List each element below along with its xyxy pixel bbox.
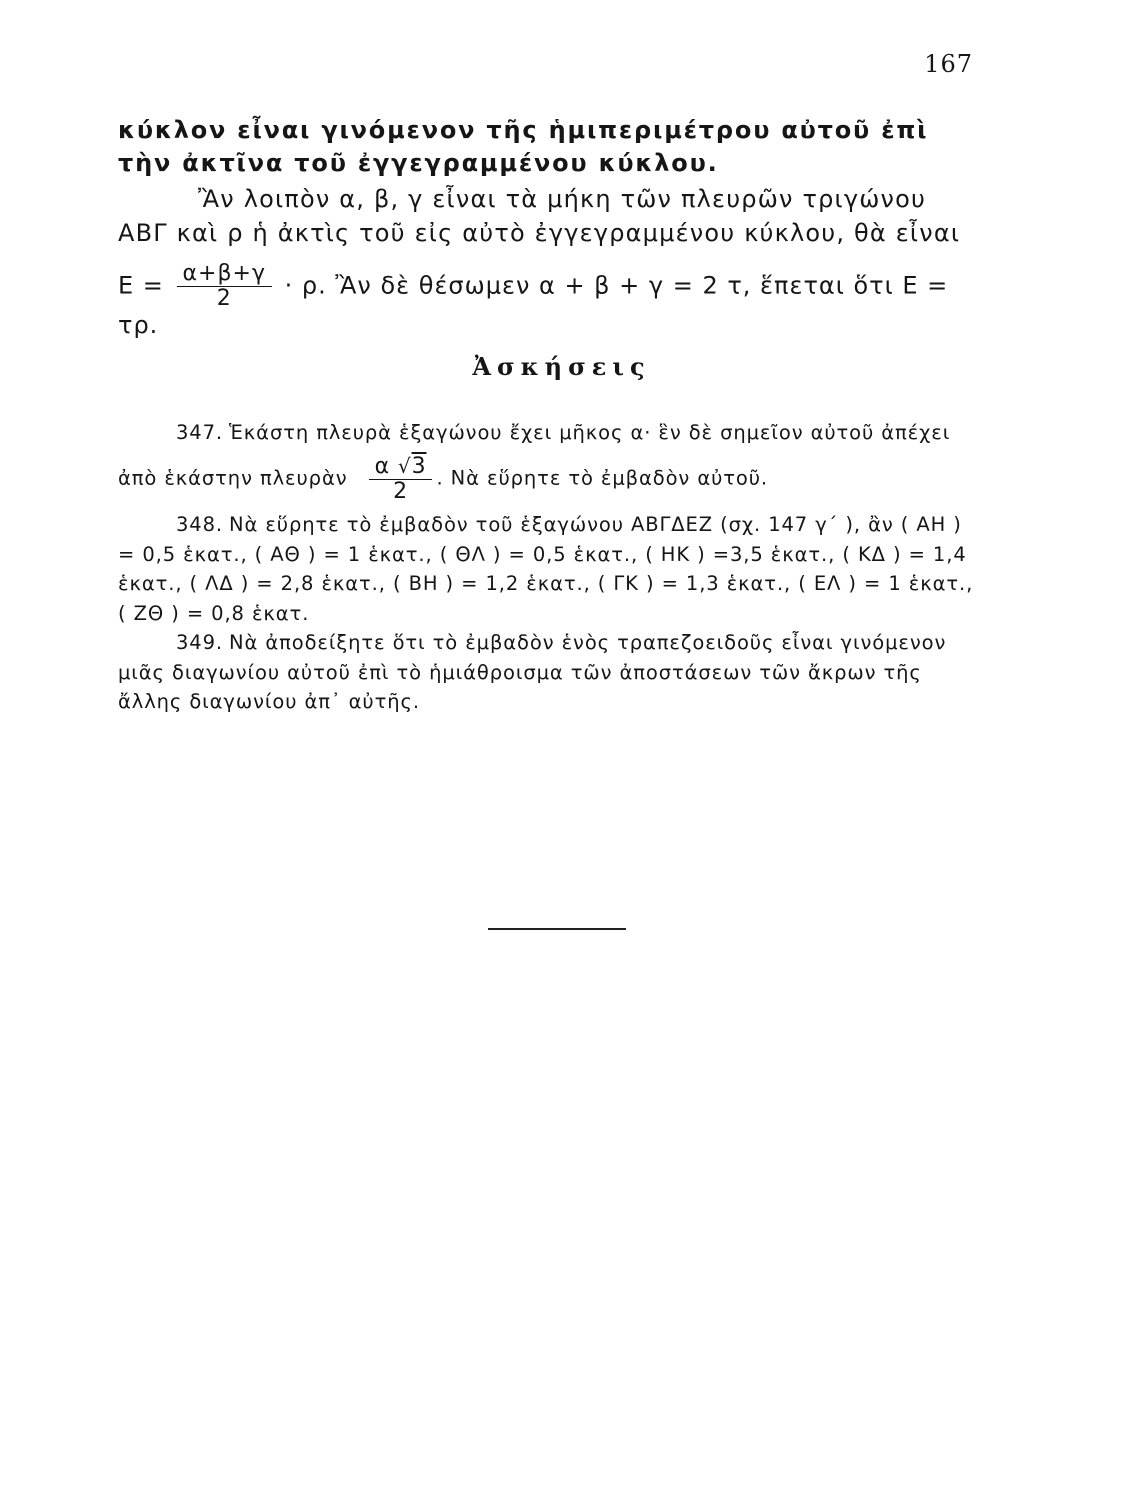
section-divider: [488, 928, 626, 930]
exercise-number: 348.: [176, 513, 224, 536]
exercise-number: 349.: [176, 631, 224, 654]
formula-fraction: [177, 262, 272, 311]
exercise-number: 347.: [176, 421, 224, 444]
lead-paragraph: κύκλον εἶναι γινόμενον τῆς ἡμιπεριμέτρου αὐτοῦ ἐπὶ τὴν ἀκτῖνα τοῦ ἐγγεγραμμένου κύκλου.: [118, 116, 929, 177]
exercise-text: Νὰ εὕρητε τὸ ἐμβαδὸν τοῦ ἑξαγώνου ΑΒΓΔΕΖ (σχ. 147 γ΄ ), ἂν ( ΑΗ ) = 0,5 ἑκατ., ( ΑΘ ) = 1 ἑκατ., ( ΘΛ ) = 0,5 ἑκατ., ( ΗΚ ) =3,5 ἑκατ., ( ΚΔ ) = 1,4 ἑκατ., ( ΛΔ ) = 2,8 ἑκατ., ( ΒΗ ) = 1,2 ἑκατ., ( ΓΚ ) = 1,3 ἑκατ., ( ΕΛ ) = 1 ἑκατ., ( ΖΘ ) = 0,8 ἑκατ.: [118, 513, 974, 625]
exercise-347-line1: [118, 418, 978, 448]
distance-denominator: 2: [393, 478, 408, 504]
formula-denominator: 2: [216, 286, 232, 311]
formula-rest: · ρ. Ἂν δὲ θέσωμεν α + β + γ = 2 τ, ἕπεται ὅτι Ε = τρ.: [118, 271, 949, 339]
distance-fraction: [369, 454, 433, 504]
exercise-348: [118, 510, 978, 628]
exercise-347-line2-start: ἀπὸ ἑκάστην πλευρὰν: [118, 466, 348, 489]
numerator-alpha: α: [374, 453, 391, 479]
exercise-349: [118, 628, 978, 717]
sqrt-icon: √: [397, 453, 412, 478]
exercise-347-line2: [118, 454, 978, 504]
formula-numerator: α+β+γ: [177, 262, 272, 287]
numerator-three: 3: [411, 453, 427, 479]
exercise-347: [118, 418, 978, 504]
page-number: 167: [924, 50, 973, 78]
exercise-text: Νὰ ἀποδείξητε ὅτι τὸ ἐμβαδὸν ἑνὸς τραπεζοειδοῦς εἶναι γινόμενον μιᾶς διαγωνίου αὐτοῦ ἐπὶ τὸ ἡμιάθροισμα τῶν ἀποστάσεων τῶν ἄκρων τῆς ἄλλης διαγωνίου ἀπ᾽ αὐτῆς.: [118, 631, 947, 713]
exercise-text: Ἑκάστη πλευρὰ ἑξαγώνου ἔχει μῆκος α· ἓν δὲ σημεῖον αὐτοῦ ἀπέχει: [229, 421, 951, 444]
theorem-paragraph: Ἂν λοιπὸν α, β, γ εἶναι τὰ μήκη τῶν πλευρῶν τριγώνου ΑΒΓ καὶ ρ ἡ ἀκτὶς τοῦ εἰς αὐτὸ ἐγγεγραμμένου κύκλου, θὰ εἶναι: [118, 185, 961, 247]
formula-lhs: Ε =: [118, 271, 164, 300]
exercise-347-line2-end: . Νὰ εὕρητε τὸ ἐμβαδὸν αὐτοῦ.: [436, 466, 769, 489]
section-heading: Ἀσκήσεις: [472, 352, 651, 381]
distance-numerator: [369, 454, 433, 480]
area-formula: [118, 261, 978, 339]
